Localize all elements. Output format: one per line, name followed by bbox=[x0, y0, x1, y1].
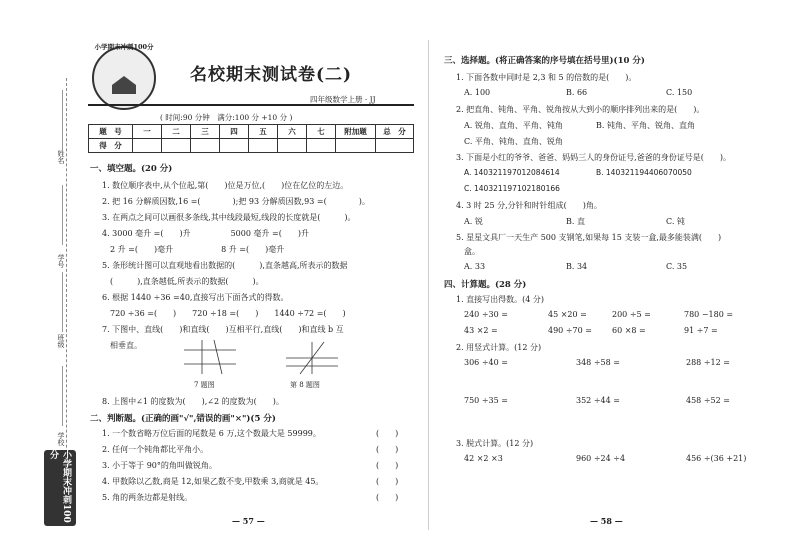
score-input-cell[interactable] bbox=[249, 139, 278, 153]
judge-q2: 2. 任何一个钝角都比平角小。 bbox=[102, 445, 209, 454]
choice-q3-optB: B. 140321194406070050 bbox=[596, 168, 692, 177]
binding-blank-class[interactable] bbox=[62, 272, 63, 332]
vertical-calc-item[interactable]: 306 ÷40 = bbox=[464, 358, 508, 367]
stepwise-calc-item[interactable]: 960 ÷24 ÷4 bbox=[576, 454, 626, 463]
binding-blank-name[interactable] bbox=[62, 90, 63, 150]
score-input-cell[interactable] bbox=[191, 139, 220, 153]
fill-q7a: 7. 下图中、直线( )和直线( )互相平行,直线( )和直线 b 互 bbox=[102, 325, 344, 334]
calc-item[interactable]: 45 ×20 = bbox=[548, 310, 587, 319]
calc-item[interactable]: 780 −180 = bbox=[684, 310, 734, 319]
fill-q5b: ( ),直条越低,所表示的数据( )。 bbox=[102, 277, 264, 286]
vertical-calc-item[interactable]: 352 ÷44 = bbox=[576, 396, 620, 405]
binding-label-class: 班级 bbox=[57, 334, 65, 348]
judge-q5: 5. 角的两条边都是射线。 bbox=[102, 493, 193, 502]
calc-part3-title: 3. 脱式计算。(12 分) bbox=[456, 439, 534, 448]
score-cell: 附加题 bbox=[336, 125, 376, 139]
section-choice-title: 三、选择题。(将正确答案的序号填在括号里)(10 分) bbox=[444, 56, 645, 66]
figure-7-caption: 7 题图 bbox=[194, 381, 215, 389]
choice-q5-optB: B. 34 bbox=[566, 262, 588, 271]
section-calc-title: 四、计算题。(28 分) bbox=[444, 280, 527, 290]
choice-q1-optC: C. 150 bbox=[666, 88, 693, 97]
calc-item[interactable]: 91 ÷7 = bbox=[684, 326, 718, 335]
score-cell: 二 bbox=[162, 125, 191, 139]
title-rule bbox=[88, 104, 414, 106]
binding-label-name: 姓名 bbox=[57, 150, 65, 164]
score-input-cell[interactable] bbox=[162, 139, 191, 153]
choice-q5-optC: C. 35 bbox=[666, 262, 688, 271]
score-cell: 总 分 bbox=[376, 125, 414, 139]
stepwise-calc-item[interactable]: 456 ÷(36 +21) bbox=[686, 454, 747, 463]
choice-q1-optA: A. 100 bbox=[464, 88, 491, 97]
page-divider bbox=[428, 40, 429, 530]
score-cell: 一 bbox=[133, 125, 162, 139]
choice-q5a: 5. 星星文具厂一天生产 500 支钢笔,如果每 15 支装一盒,最多能装满( ) bbox=[456, 233, 722, 242]
page-number-right: — 58 — bbox=[590, 516, 623, 526]
brand-vertical-logo: 小学期末冲刺100分 bbox=[44, 450, 76, 526]
choice-q3-optC: C. 140321197102180166 bbox=[464, 184, 560, 193]
page-subtitle: 四年级数学上册 · JJ bbox=[310, 95, 376, 104]
score-header-row bbox=[89, 125, 414, 139]
vertical-calc-item[interactable]: 288 ÷12 = bbox=[686, 358, 730, 367]
vertical-calc-item[interactable]: 458 ÷52 = bbox=[686, 396, 730, 405]
section-judge-title: 二、判断题。(正确的画"√",错误的画"×")(5 分) bbox=[90, 414, 276, 424]
score-input-cell[interactable] bbox=[278, 139, 307, 153]
score-cell: 五 bbox=[249, 125, 278, 139]
choice-q3: 3. 下面是小红的爷爷、爸爸、妈妈三人的身份证号,爸爸的身份证号是( )。 bbox=[456, 153, 731, 162]
choice-q4: 4. 3 时 25 分,分针和时针组成( )角。 bbox=[456, 201, 602, 210]
score-cell: 七 bbox=[307, 125, 336, 139]
section-fill-title: 一、填空题。(20 分) bbox=[90, 164, 173, 174]
calc-part1-title: 1. 直接写出得数。(4 分) bbox=[456, 295, 545, 304]
binding-label-school: 学校 bbox=[57, 432, 65, 446]
page-number-left: — 57 — bbox=[232, 516, 265, 526]
binding-blank-id[interactable] bbox=[62, 185, 63, 245]
judge-q4: 4. 甲数除以乙数,商是 12,如果乙数不变,甲数乘 3,商就是 45。 bbox=[102, 477, 324, 486]
fill-q4b: 2 升 =( )毫升 8 升 =( )毫升 bbox=[102, 245, 285, 254]
choice-q2-optB: B. 钝角、平角、锐角、直角 bbox=[596, 121, 695, 130]
score-cell: 题 号 bbox=[89, 125, 133, 139]
calc-part2-title: 2. 用竖式计算。(12 分) bbox=[456, 343, 542, 352]
choice-q4-optA: A. 锐 bbox=[464, 217, 483, 226]
page-title: 名校期末测试卷(二) bbox=[190, 65, 353, 85]
logo-text: 小学期末冲刺100分 bbox=[94, 43, 154, 51]
score-cell: 六 bbox=[278, 125, 307, 139]
score-cell: 四 bbox=[220, 125, 249, 139]
fill-q4a: 4. 3000 毫升 =( )升 5000 毫升 =( )升 bbox=[102, 229, 309, 238]
score-input-cell[interactable] bbox=[376, 139, 414, 153]
score-cell: 三 bbox=[191, 125, 220, 139]
calc-item[interactable]: 60 ×8 = bbox=[612, 326, 646, 335]
fill-q1: 1. 数位顺序表中,从个位起,第( )位是万位,( )位在亿位的左边。 bbox=[102, 181, 349, 190]
fill-q7b: 相垂直。 bbox=[102, 341, 142, 350]
calc-item[interactable]: 200 ÷5 = bbox=[612, 310, 651, 319]
calc-item[interactable]: 240 ÷30 = bbox=[464, 310, 508, 319]
fill-q8: 8. 上图中∠1 的度数为( ),∠2 的度数为( )。 bbox=[102, 397, 284, 406]
choice-q1-optB: B. 66 bbox=[566, 88, 588, 97]
score-input-cell[interactable] bbox=[220, 139, 249, 153]
score-input-cell[interactable] bbox=[307, 139, 336, 153]
choice-q2: 2. 把直角、钝角、平角、锐角按从大到小的顺序排列出来的是( )。 bbox=[456, 105, 705, 114]
judge-answer-bracket[interactable]: ( ) bbox=[376, 461, 399, 470]
fill-q6: 6. 根据 1440 ÷36 =40,直接写出下面各式的得数。 bbox=[102, 293, 289, 302]
choice-q4-optB: B. 直 bbox=[566, 217, 585, 226]
choice-q1: 1. 下面各数中同时是 2,3 和 5 的倍数的是( )。 bbox=[456, 73, 637, 82]
calc-item[interactable]: 490 ÷70 = bbox=[548, 326, 592, 335]
score-input-cell[interactable] bbox=[336, 139, 376, 153]
fill-q2: 2. 把 16 分解质因数,16 =( );把 93 分解质因数,93 =( )。 bbox=[102, 197, 370, 206]
vertical-calc-item[interactable]: 348 ÷58 = bbox=[576, 358, 620, 367]
score-cell: 得 分 bbox=[89, 139, 133, 153]
figure-7-lines bbox=[180, 338, 240, 376]
choice-q5-optA: A. 33 bbox=[464, 262, 486, 271]
fill-q6-items: 720 ÷36 =( ) 720 ÷18 =( ) 1440 ÷72 =( ) bbox=[102, 309, 346, 318]
score-input-cell[interactable] bbox=[133, 139, 162, 153]
choice-q2-optC: C. 平角、钝角、直角、锐角 bbox=[464, 137, 563, 146]
binding-blank-school[interactable] bbox=[62, 366, 63, 426]
choice-q2-optA: A. 锐角、直角、平角、钝角 bbox=[464, 121, 563, 130]
judge-answer-bracket[interactable]: ( ) bbox=[376, 445, 399, 454]
judge-q3: 3. 小于等于 90°的角叫做锐角。 bbox=[102, 461, 217, 470]
judge-answer-bracket[interactable]: ( ) bbox=[376, 493, 399, 502]
judge-answer-bracket[interactable]: ( ) bbox=[376, 477, 399, 486]
figure-8-caption: 第 8 题图 bbox=[290, 381, 320, 389]
stepwise-calc-item[interactable]: 42 ×2 ×3 bbox=[464, 454, 503, 463]
judge-q1: 1. 一个数省略万位后面的尾数是 6 万,这个数最大是 59999。 bbox=[102, 429, 321, 438]
choice-q3-optA: A. 140321197012084614 bbox=[464, 168, 560, 177]
fill-q5a: 5. 条形统计图可以直观地看出数据的( ),直条越高,所表示的数据 bbox=[102, 261, 348, 270]
vertical-calc-item[interactable]: 750 ÷35 = bbox=[464, 396, 508, 405]
figure-8-lines bbox=[282, 338, 342, 376]
choice-q5b: 盒。 bbox=[464, 247, 480, 256]
score-value-row bbox=[89, 139, 414, 153]
judge-answer-bracket[interactable]: ( ) bbox=[376, 429, 399, 438]
fill-q3: 3. 在两点之间可以画很多条线,其中线段最短,线段的长度就是( )。 bbox=[102, 213, 356, 222]
choice-q4-optC: C. 钝 bbox=[666, 217, 685, 226]
time-info: ( 时间:90 分钟 满分:100 分 +10 分 ) bbox=[160, 113, 293, 122]
score-table bbox=[88, 124, 414, 153]
calc-item[interactable]: 43 ×2 = bbox=[464, 326, 498, 335]
binding-label-id: 学号 bbox=[57, 254, 65, 268]
